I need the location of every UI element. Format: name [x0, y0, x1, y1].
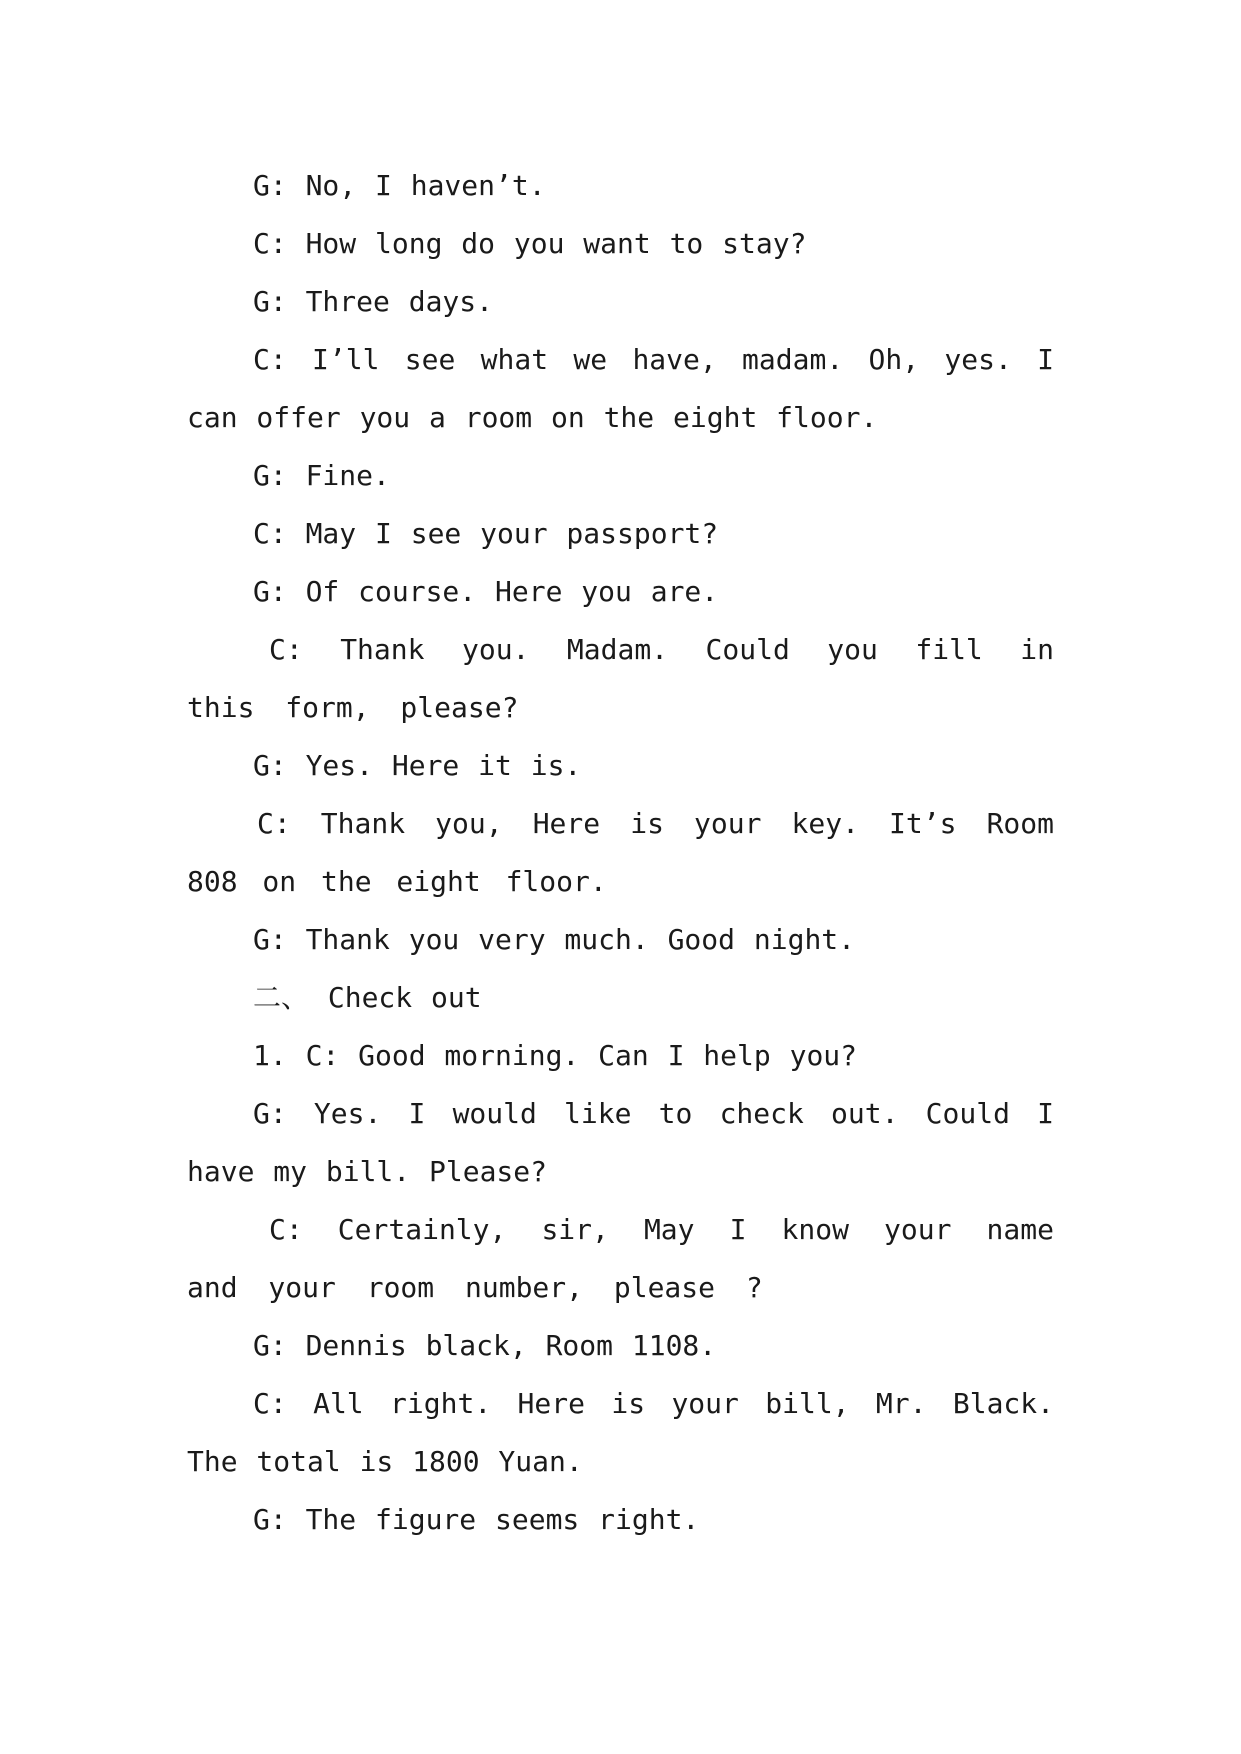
dialogue-line: G: Thank you very much. Good night. [253, 923, 856, 956]
dialogue-line: G: Of course. Here you are. [253, 575, 719, 608]
dialogue-line: C: I’ll see what we have, madam. Oh, yes. I can offer you a room on the eight floor. [187, 343, 1054, 434]
dialogue-line: G: Dennis black, Room 1108. [253, 1329, 717, 1362]
dialogue-line: G: Yes. Here it is. [253, 749, 582, 782]
dialogue-line: G: Yes. I would like to check out. Could I have my bill. Please? [187, 1097, 1054, 1188]
dialogue-line: C: How long do you want to stay? [253, 227, 807, 260]
dialogue-text [187, 157, 1054, 1549]
dialogue-line: C: Certainly, sir, May I know your name and your room number, please ? [187, 1213, 1054, 1304]
section-heading: 二、 Check out [253, 981, 482, 1014]
dialogue-line: C: May I see your passport? [253, 517, 719, 550]
dialogue-line: G: Three days. [253, 285, 494, 318]
dialogue-line: C: Thank you. Madam. Could you fill in this form, please? [187, 633, 1054, 724]
dialogue-line: C: All right. Here is your bill, Mr. Black. The total is 1800 Yuan. [187, 1387, 1054, 1478]
dialogue-line: 1. C: Good morning. Can I help you? [253, 1039, 858, 1072]
dialogue-line: G: The figure seems right. [253, 1503, 700, 1536]
dialogue-line: G: No, I haven’t. [253, 169, 546, 202]
dialogue-line: C: Thank you, Here is your key. It’s Room 808 on the eight floor. [187, 807, 1054, 898]
dialogue-line: G: Fine. [253, 459, 390, 492]
